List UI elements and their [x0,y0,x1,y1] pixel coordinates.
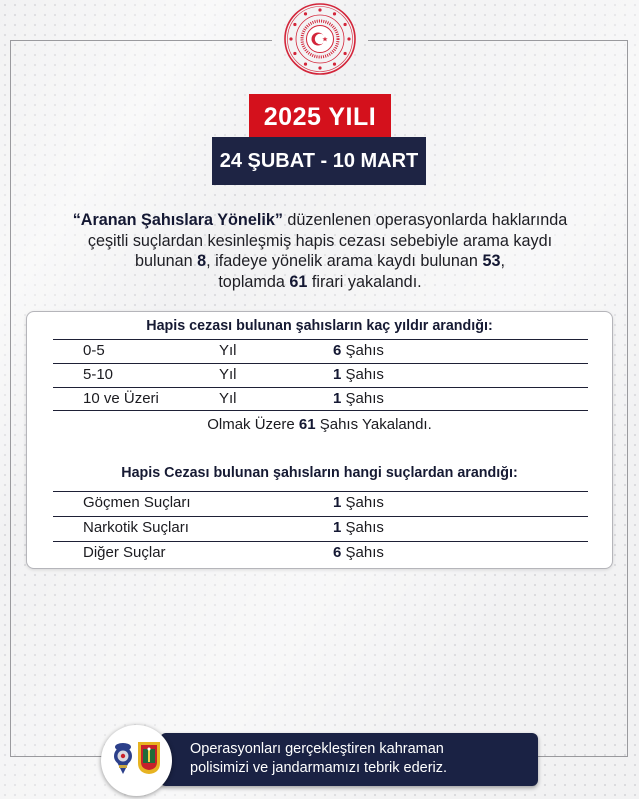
footer-message-bar [160,733,538,786]
unit-cell: Yıl [219,342,237,359]
year-badge: 2025 YILI [249,94,391,138]
count-cell: 6 Şahıs [333,544,384,561]
intro-line-2: çeşitli suçlardan kesinleşmiş hapis cezası sebebiyle arama kaydı [87,231,553,250]
unit-cell: Yıl [219,390,237,407]
table-row [53,363,588,387]
years-table-heading: Hapis cezası bulunan şahısların kaç yıldır arandığı: [146,318,493,334]
range-cell: 5-10 [83,366,114,383]
police-badge-icon [112,741,134,780]
intro-line-4: toplamda 61 firari yakalandı. [218,272,422,291]
crime-cell: Diğer Suçlar [83,544,166,561]
crime-cell: Göçmen Suçları [83,494,191,511]
range-cell: 10 ve Üzeri [83,390,159,407]
ministry-seal-crescent-star-icon [283,2,357,76]
date-range-badge: 24 ŞUBAT - 10 MART [212,137,426,185]
table-row [53,339,588,363]
frame-top-line-right [368,40,628,41]
intro-line-3: bulunan 8, ifadeye yönelik arama kaydı bulunan 53, [135,252,505,270]
count-cell: 6 Şahıs [333,342,384,359]
footer-line-2: polisimizi ve jandarmamızı tebrik ederiz. [190,759,448,776]
table-row [53,387,588,411]
unit-cell: Yıl [219,366,237,383]
count-cell: 1 Şahıs [333,390,384,407]
crimes-table-heading: Hapis Cezası bulunan şahısların hangi suçlardan arandığı: [121,465,518,481]
years-summary: Olmak Üzere 61 Şahıs Yakalandı. [207,416,432,433]
intro-paragraph [40,210,600,292]
table-row [53,541,588,566]
table-row [53,516,588,541]
crime-cell: Narkotik Suçları [83,519,189,536]
intro-line-1: “Aranan Şahıslara Yönelik” düzenlenen operasyonlarda haklarında [72,211,568,229]
crimes-table [53,491,588,566]
range-cell: 0-5 [83,342,105,359]
count-cell: 1 Şahıs [333,366,384,383]
count-cell: 1 Şahıs [333,519,384,536]
table-row [53,491,588,516]
footer-line-1: Operasyonları gerçekleştiren kahraman [190,741,444,757]
footer-logos [101,725,172,796]
frame-top-line-left [10,40,272,41]
gendarmerie-shield-icon [137,741,161,780]
years-table [53,339,588,411]
statistics-card [26,311,613,569]
count-cell: 1 Şahıs [333,494,384,511]
